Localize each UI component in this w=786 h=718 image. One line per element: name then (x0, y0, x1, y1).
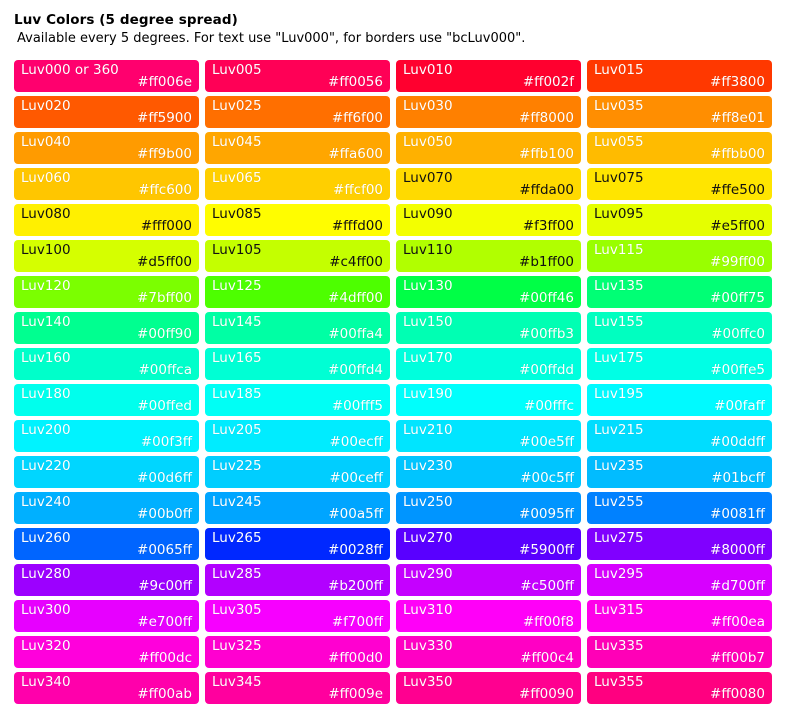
color-swatch (587, 204, 772, 236)
swatch-hex: #99ff00 (710, 254, 765, 270)
color-swatch (205, 492, 390, 524)
swatch-name: Luv025 (212, 98, 262, 114)
swatch-hex: #00d6ff (137, 470, 192, 486)
swatch-name: Luv100 (21, 242, 71, 258)
swatch-hex: #0095ff (519, 506, 574, 522)
color-swatch (587, 384, 772, 416)
page-title: Luv Colors (5 degree spread) (14, 12, 238, 28)
swatch-hex: #00ff75 (710, 290, 765, 306)
color-swatch (205, 384, 390, 416)
color-swatch (14, 528, 199, 560)
color-swatch (205, 420, 390, 452)
swatch-name: Luv350 (403, 674, 453, 690)
color-swatch (396, 528, 581, 560)
swatch-hex: #00ffa4 (328, 326, 383, 342)
swatch-name: Luv295 (594, 566, 644, 582)
swatch-name: Luv030 (403, 98, 453, 114)
swatch-hex: #ff0090 (519, 686, 574, 702)
swatch-name: Luv215 (594, 422, 644, 438)
swatch-hex: #ff5900 (137, 110, 192, 126)
swatch-hex: #01bcff (711, 470, 765, 486)
color-swatch (396, 204, 581, 236)
color-swatch (396, 456, 581, 488)
swatch-hex: #ffcf00 (333, 182, 383, 198)
color-swatch (14, 420, 199, 452)
swatch-hex: #00a5ff (328, 506, 383, 522)
color-swatch (205, 204, 390, 236)
color-swatch (205, 132, 390, 164)
color-swatch (205, 564, 390, 596)
swatch-name: Luv000 or 360 (21, 62, 119, 78)
color-swatch (396, 132, 581, 164)
swatch-name: Luv230 (403, 458, 453, 474)
color-swatch (396, 636, 581, 668)
swatch-name: Luv325 (212, 638, 262, 654)
swatch-hex: #ffbb00 (710, 146, 765, 162)
color-swatch (587, 240, 772, 272)
swatch-name: Luv285 (212, 566, 262, 582)
color-swatch (396, 312, 581, 344)
color-swatch (205, 60, 390, 92)
swatch-name: Luv225 (212, 458, 262, 474)
swatch-name: Luv190 (403, 386, 453, 402)
color-swatch (587, 492, 772, 524)
swatch-name: Luv075 (594, 170, 644, 186)
swatch-hex: #00ff90 (137, 326, 192, 342)
color-swatch (14, 456, 199, 488)
swatch-hex: #ff00d0 (328, 650, 383, 666)
color-swatch (14, 672, 199, 704)
color-swatch (396, 348, 581, 380)
color-swatch (396, 60, 581, 92)
swatch-name: Luv055 (594, 134, 644, 150)
color-swatch (587, 564, 772, 596)
swatch-hex: #d700ff (710, 578, 765, 594)
color-swatch (14, 600, 199, 632)
swatch-hex: #f700ff (331, 614, 383, 630)
swatch-name: Luv120 (21, 278, 71, 294)
color-swatch (587, 60, 772, 92)
color-swatch (14, 312, 199, 344)
swatch-name: Luv245 (212, 494, 262, 510)
swatch-name: Luv095 (594, 206, 644, 222)
swatch-name: Luv185 (212, 386, 262, 402)
swatch-hex: #ffa600 (328, 146, 383, 162)
swatch-name: Luv260 (21, 530, 71, 546)
color-swatch (205, 276, 390, 308)
swatch-hex: #ff6f00 (331, 110, 383, 126)
swatch-name: Luv040 (21, 134, 71, 150)
swatch-hex: #8000ff (710, 542, 765, 558)
swatch-name: Luv135 (594, 278, 644, 294)
color-swatch-grid (14, 60, 774, 704)
swatch-name: Luv330 (403, 638, 453, 654)
color-swatch (396, 276, 581, 308)
color-swatch (205, 456, 390, 488)
swatch-name: Luv060 (21, 170, 71, 186)
swatch-hex: #00ffe5 (710, 362, 765, 378)
page-subtitle: Available every 5 degrees. For text use "Luv000", for borders use "bcLuv000". (17, 31, 526, 46)
swatch-hex: #ff009e (328, 686, 383, 702)
swatch-name: Luv315 (594, 602, 644, 618)
swatch-hex: #ff006e (137, 74, 192, 90)
swatch-name: Luv080 (21, 206, 71, 222)
swatch-name: Luv270 (403, 530, 453, 546)
swatch-hex: #ff00f8 (522, 614, 574, 630)
color-swatch (14, 60, 199, 92)
swatch-hex: #fffd00 (331, 218, 383, 234)
swatch-hex: #00faff (714, 398, 765, 414)
swatch-name: Luv065 (212, 170, 262, 186)
swatch-name: Luv090 (403, 206, 453, 222)
swatch-name: Luv335 (594, 638, 644, 654)
swatch-hex: #ff00ab (137, 686, 192, 702)
swatch-hex: #00ff46 (519, 290, 574, 306)
color-swatch (396, 600, 581, 632)
swatch-hex: #00ffdd (519, 362, 574, 378)
swatch-name: Luv205 (212, 422, 262, 438)
color-swatch (396, 96, 581, 128)
color-swatch (396, 564, 581, 596)
color-swatch (587, 276, 772, 308)
swatch-hex: #ff002f (522, 74, 574, 90)
swatch-hex: #4dff00 (328, 290, 383, 306)
swatch-hex: #00ffca (138, 362, 192, 378)
swatch-name: Luv070 (403, 170, 453, 186)
color-swatch (587, 168, 772, 200)
swatch-name: Luv110 (403, 242, 453, 258)
swatch-hex: #ff00c4 (520, 650, 574, 666)
swatch-hex: #e700ff (137, 614, 192, 630)
swatch-name: Luv280 (21, 566, 71, 582)
color-swatch (14, 384, 199, 416)
swatch-name: Luv305 (212, 602, 262, 618)
color-swatch (587, 312, 772, 344)
swatch-name: Luv130 (403, 278, 453, 294)
swatch-hex: #00ecff (329, 434, 383, 450)
color-swatch (205, 672, 390, 704)
color-swatch (396, 240, 581, 272)
swatch-hex: #00b0ff (137, 506, 192, 522)
swatch-name: Luv045 (212, 134, 262, 150)
swatch-name: Luv250 (403, 494, 453, 510)
swatch-name: Luv050 (403, 134, 453, 150)
swatch-name: Luv085 (212, 206, 262, 222)
color-swatch (14, 348, 199, 380)
swatch-name: Luv165 (212, 350, 262, 366)
color-swatch (587, 348, 772, 380)
color-swatch (14, 96, 199, 128)
swatch-hex: #ff00dc (138, 650, 192, 666)
swatch-hex: #00fffc (524, 398, 574, 414)
swatch-name: Luv265 (212, 530, 262, 546)
color-swatch (14, 168, 199, 200)
swatch-name: Luv345 (212, 674, 262, 690)
swatch-name: Luv160 (21, 350, 71, 366)
color-swatch (587, 132, 772, 164)
swatch-name: Luv010 (403, 62, 453, 78)
color-swatch (587, 600, 772, 632)
swatch-hex: #c4ff00 (329, 254, 383, 270)
swatch-name: Luv240 (21, 494, 71, 510)
swatch-name: Luv170 (403, 350, 453, 366)
swatch-name: Luv005 (212, 62, 262, 78)
swatch-name: Luv255 (594, 494, 644, 510)
swatch-hex: #e5ff00 (710, 218, 765, 234)
swatch-hex: #0028ff (328, 542, 383, 558)
swatch-hex: #9c00ff (138, 578, 192, 594)
swatch-hex: #f3ff00 (522, 218, 574, 234)
color-swatch (14, 564, 199, 596)
swatch-name: Luv035 (594, 98, 644, 114)
swatch-name: Luv105 (212, 242, 262, 258)
color-swatch (14, 204, 199, 236)
color-swatch (587, 672, 772, 704)
swatch-hex: #ff00ea (710, 614, 765, 630)
swatch-name: Luv150 (403, 314, 453, 330)
swatch-name: Luv340 (21, 674, 71, 690)
color-swatch (205, 636, 390, 668)
swatch-name: Luv125 (212, 278, 262, 294)
swatch-name: Luv155 (594, 314, 644, 330)
swatch-hex: #ffb100 (519, 146, 574, 162)
swatch-hex: #00ceff (329, 470, 383, 486)
swatch-hex: #00ffed (137, 398, 192, 414)
swatch-name: Luv310 (403, 602, 453, 618)
swatch-name: Luv235 (594, 458, 644, 474)
swatch-name: Luv355 (594, 674, 644, 690)
color-swatch (205, 96, 390, 128)
color-swatch (587, 528, 772, 560)
swatch-name: Luv115 (594, 242, 644, 258)
color-swatch (396, 420, 581, 452)
swatch-hex: #00e5ff (519, 434, 574, 450)
color-swatch (396, 168, 581, 200)
swatch-name: Luv275 (594, 530, 644, 546)
swatch-name: Luv140 (21, 314, 71, 330)
color-swatch (14, 240, 199, 272)
swatch-hex: #ffe500 (710, 182, 765, 198)
swatch-hex: #0065ff (137, 542, 192, 558)
swatch-hex: #00c5ff (520, 470, 574, 486)
color-swatch (396, 384, 581, 416)
color-swatch (587, 636, 772, 668)
swatch-name: Luv195 (594, 386, 644, 402)
swatch-hex: #ff00b7 (710, 650, 765, 666)
swatch-name: Luv300 (21, 602, 71, 618)
swatch-name: Luv320 (21, 638, 71, 654)
color-swatch (205, 348, 390, 380)
color-swatch (205, 312, 390, 344)
swatch-hex: #b200ff (328, 578, 383, 594)
swatch-hex: #00f3ff (140, 434, 192, 450)
swatch-hex: #b1ff00 (519, 254, 574, 270)
color-swatch (587, 456, 772, 488)
color-swatch (205, 600, 390, 632)
color-swatch (587, 420, 772, 452)
color-swatch (205, 168, 390, 200)
swatch-hex: #00fff5 (331, 398, 383, 414)
color-swatch (205, 528, 390, 560)
swatch-hex: #7bff00 (137, 290, 192, 306)
swatch-name: Luv175 (594, 350, 644, 366)
color-swatch (205, 240, 390, 272)
color-swatch (14, 276, 199, 308)
swatch-hex: #ffc600 (138, 182, 192, 198)
swatch-hex: #ff8e01 (710, 110, 765, 126)
swatch-name: Luv145 (212, 314, 262, 330)
swatch-hex: #c500ff (520, 578, 574, 594)
swatch-hex: #ffda00 (519, 182, 574, 198)
swatch-name: Luv210 (403, 422, 453, 438)
color-swatch (396, 492, 581, 524)
swatch-name: Luv015 (594, 62, 644, 78)
swatch-name: Luv290 (403, 566, 453, 582)
color-swatch (14, 636, 199, 668)
swatch-hex: #00ffc0 (711, 326, 765, 342)
swatch-name: Luv180 (21, 386, 71, 402)
color-swatch (396, 672, 581, 704)
swatch-name: Luv200 (21, 422, 71, 438)
swatch-hex: #ff3800 (710, 74, 765, 90)
swatch-name: Luv020 (21, 98, 71, 114)
swatch-hex: #fff000 (140, 218, 192, 234)
swatch-hex: #ff0080 (710, 686, 765, 702)
swatch-hex: #00ffb3 (519, 326, 574, 342)
swatch-hex: #0081ff (710, 506, 765, 522)
swatch-hex: #00ffd4 (328, 362, 383, 378)
swatch-hex: #ff0056 (328, 74, 383, 90)
color-swatch (14, 492, 199, 524)
swatch-name: Luv220 (21, 458, 71, 474)
swatch-hex: #ff8000 (519, 110, 574, 126)
swatch-hex: #5900ff (519, 542, 574, 558)
swatch-hex: #ff9b00 (137, 146, 192, 162)
swatch-hex: #00ddff (710, 434, 765, 450)
swatch-hex: #d5ff00 (137, 254, 192, 270)
color-swatch (587, 96, 772, 128)
color-swatch (14, 132, 199, 164)
